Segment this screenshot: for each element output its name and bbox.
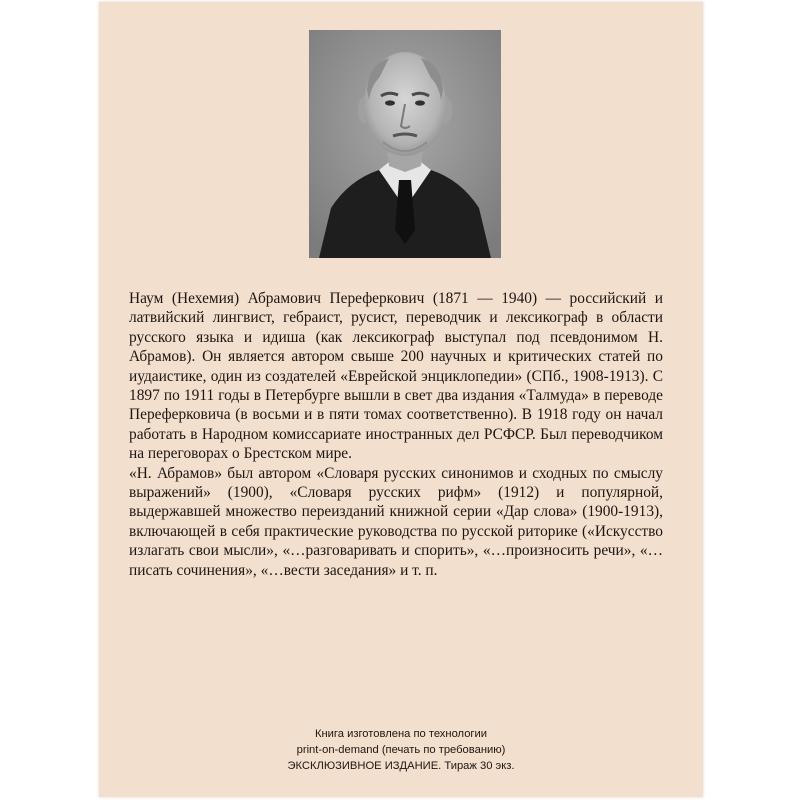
book-back-cover bbox=[99, 2, 703, 797]
print-imprint bbox=[99, 726, 703, 774]
author-biography bbox=[129, 289, 663, 580]
biography-paragraph: «Н. Абрамов» был автором «Словаря русских синонимов и сходных по смыслу выражений» (1900), «Словаря русских рифм» (1912) и популярной, выдержавшей множество переизданий книжной серии «Дар слова» (1900-1913), включающей в себя практические руководства по русской риторике («Искусство излагать свои мысли», «…разговаривать и спорить», «…произносить речи», «…писать сочинения», «…вести заседания» и т. п. bbox=[129, 464, 663, 579]
imprint-line: ЭКСКЛЮЗИВНОЕ ИЗДАНИЕ. Тираж 30 экз. bbox=[287, 760, 515, 772]
imprint-line: print-on-demand (печать по требованию) bbox=[296, 744, 506, 756]
portrait-image bbox=[309, 30, 501, 258]
biography-paragraph: Наум (Нехемия) Абрамович Переферкович (1871 — 1940) — российский и латвийский лингвист, гебраист, русист, переводчик и лексикограф в области русского языка и идиша (как лексикограф выступал под псевдонимом Н. Абрамов). Он является автором свыше 200 научных и критических статей по иудаистике, один из создателей «Еврейской энциклопедии» (СПб., 1908-1913). С 1897 по 1911 годы в Петербурге вышли в свет два издания «Талмуда» в переводе Переферковича (в восьми и в пяти томах соответственно). В 1918 году он начал работать в Народном комиссариате иностранных дел РСФСР. Был переводчиком на переговорах о Брестском мире. bbox=[129, 290, 663, 463]
author-portrait-photo bbox=[309, 30, 501, 258]
imprint-line: Книга изготовлена по технологии bbox=[314, 728, 488, 740]
